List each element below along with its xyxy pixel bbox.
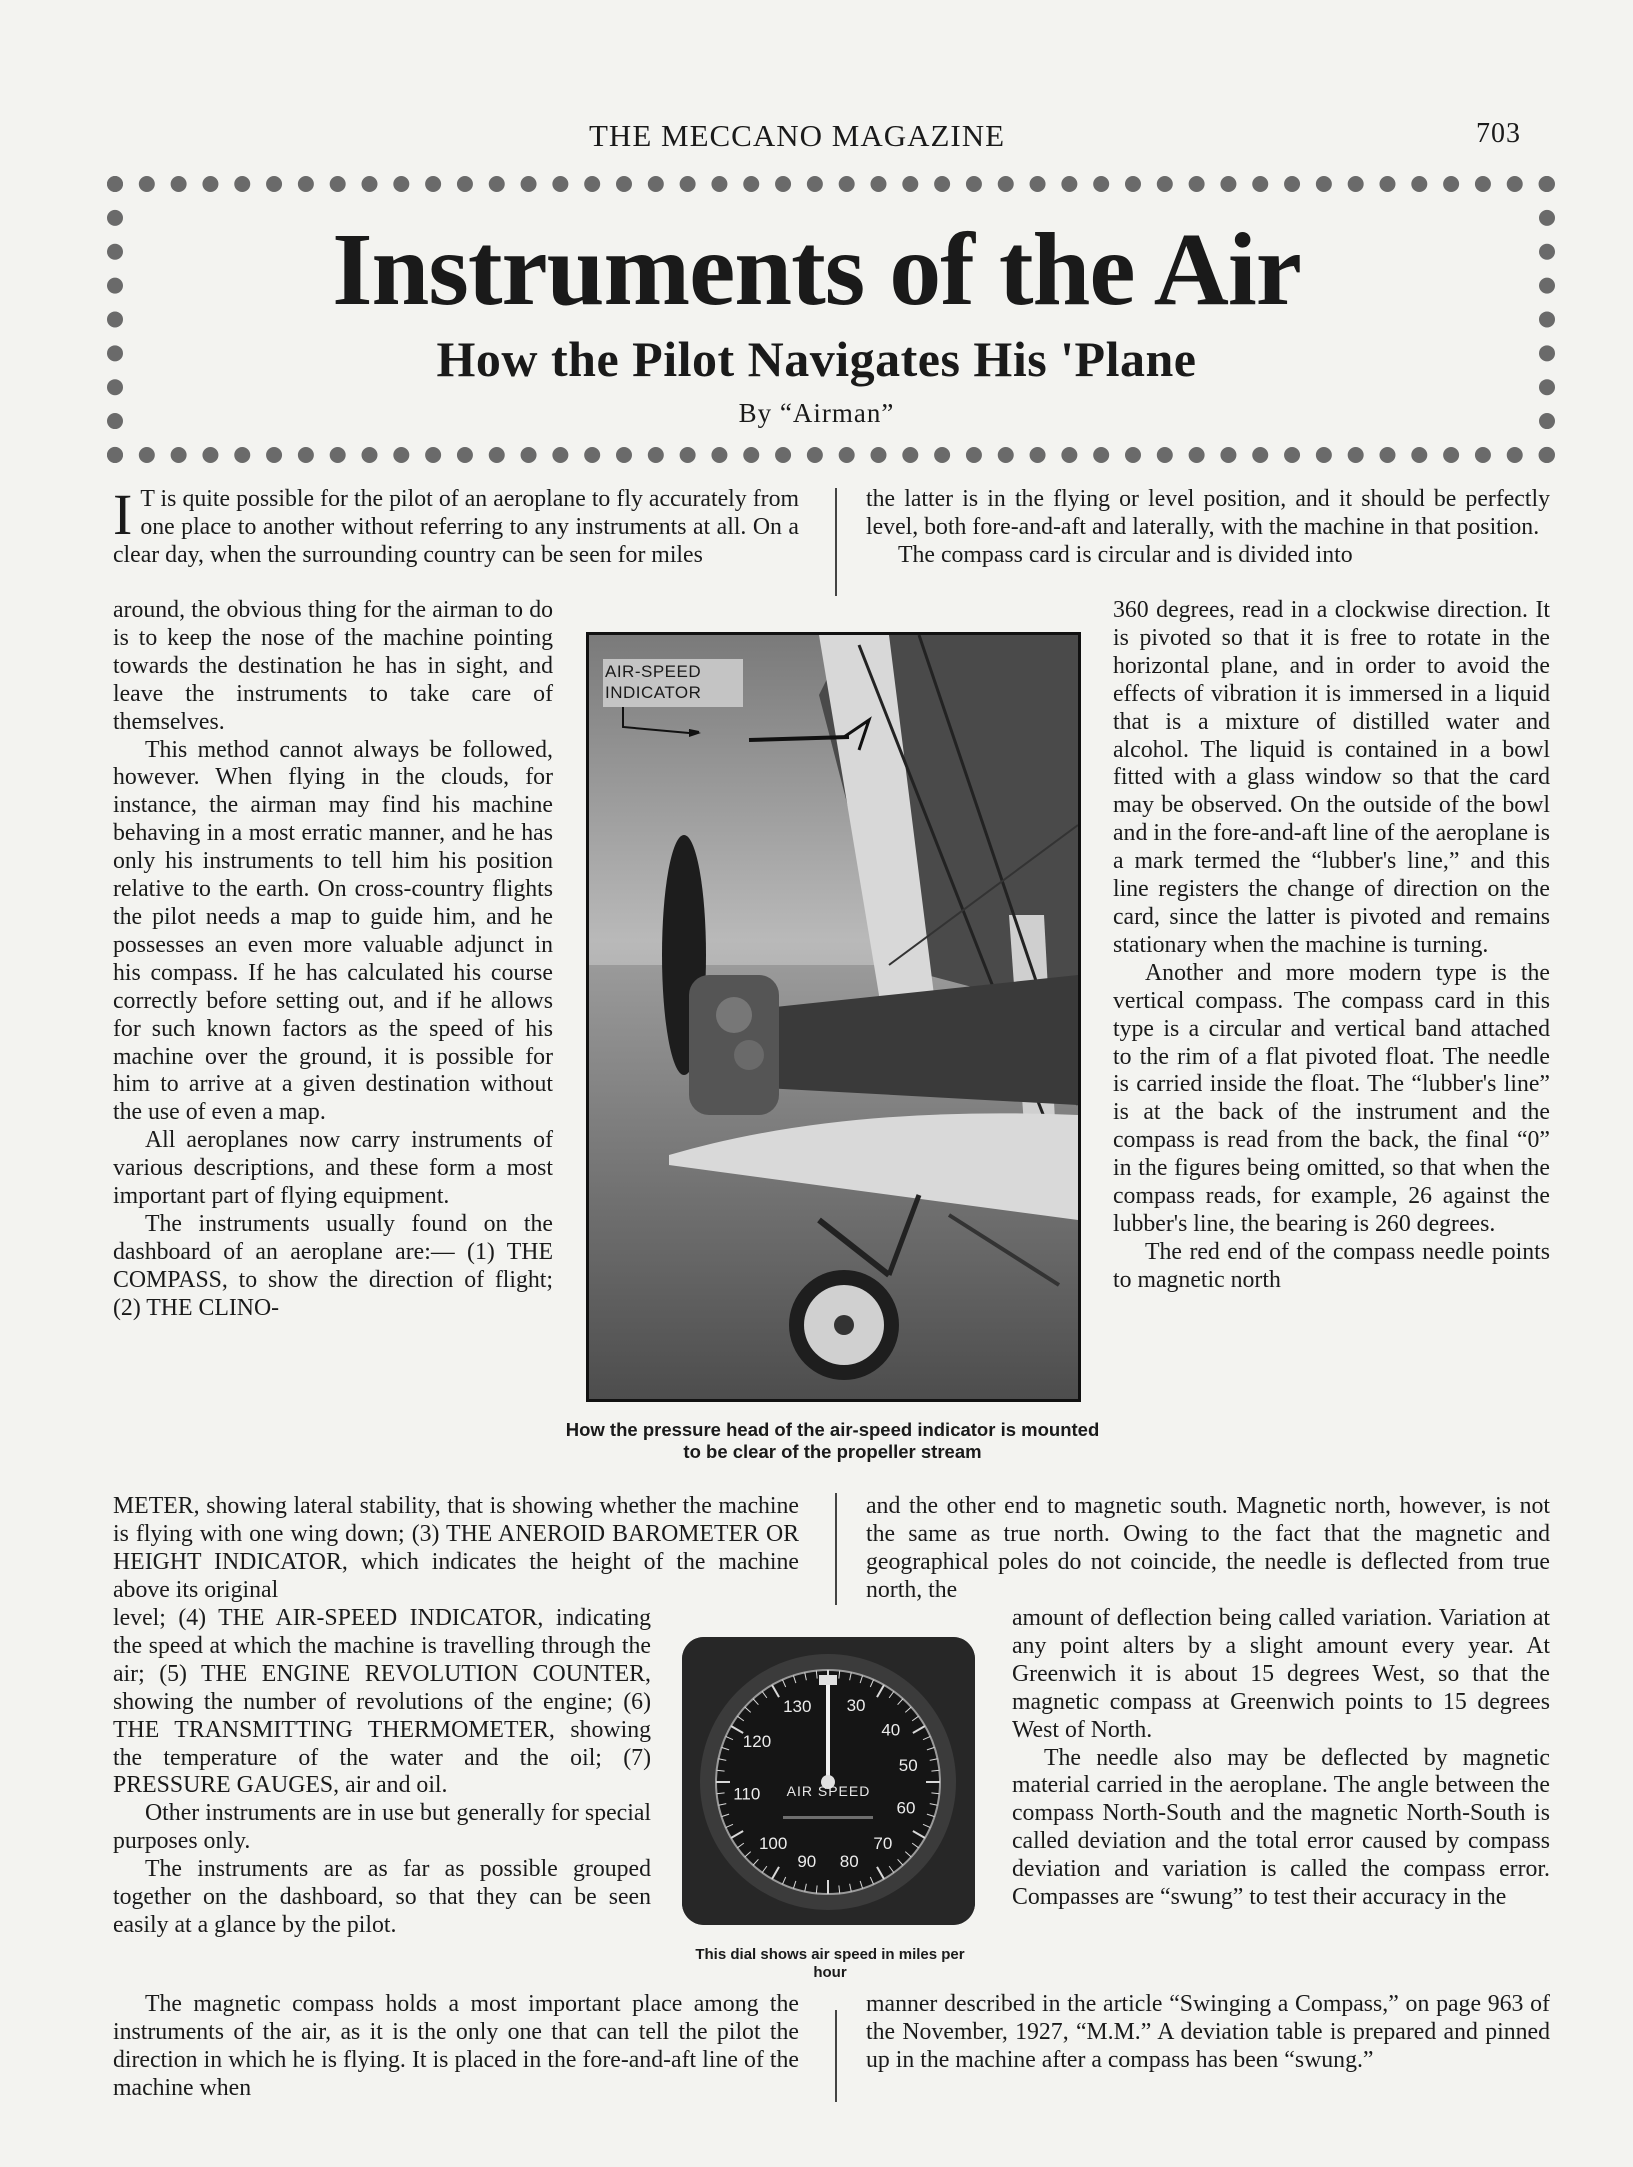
paragraph: manner described in the article “Swinging a Compass,” on page 963 of the November, 1927, “M.M.” A deviation table is prepared and pinned up in the machine after a compass has been “swung.” xyxy=(866,1991,1550,2073)
left-column-intro xyxy=(113,482,799,570)
paragraph: Other instruments are in use but generally for special purposes only. xyxy=(113,1800,651,1855)
paragraph: The red end of the compass needle points to magnetic north xyxy=(1113,1238,1550,1293)
right-column-beside-dial xyxy=(1012,1605,1550,1912)
paragraph: level; (4) THE AIR-SPEED INDICATOR, indicating the speed at which the machine is travelling through the air; (5) THE ENGINE REVOLUTION COUNTER, showing the number of revolutions of the engine; (6) THE TRANSMITTING THERMOMETER, showing the temperature of the water and the oil; (7) PRESSURE GAUGES, air and oil. xyxy=(113,1605,651,1799)
dial-number: 120 xyxy=(742,1732,772,1751)
dial-label: AIR SPEED xyxy=(786,1783,871,1799)
paragraph: The compass card is circular and is divided into xyxy=(898,541,1353,568)
column-rule-bottom xyxy=(835,2010,837,2102)
plane-photo-caption: How the pressure head of the air-speed indicator is mounted to be clear of the propeller stream xyxy=(565,1419,1100,1462)
article-byline: By “Airman” xyxy=(738,398,895,428)
dial-number: 80 xyxy=(839,1852,859,1872)
paragraph: This method cannot always be followed, however. When flying in the clouds, for instance, the airman may find his machine behaving in a most erratic manner, and he has only his instruments to tell him his position relative to the earth. On cross-country flights the pilot needs a map to guide him, and he possesses an even more valuable adjunct in his compass. If he has calculated his course correctly before setting out, and if he allows for such known factors as the speed of his machine over the ground, it is possible for him to arrive at a given destination without the use of even a map. xyxy=(113,736,553,1126)
paragraph: Another and more modern type is the vertical compass. The compass card in this type is a circular and vertical band attached to the rim of a flat pivoted float. The needle is carried inside the float. The “lubber's line” is at the back of the instrument and the compass is read from the back, the final “0” in the figures being omitted, so that when the compass reads, for example, 26 against the lubber's line, the bearing is 260 degrees. xyxy=(1113,959,1550,1237)
right-column-narrow xyxy=(1113,597,1550,1295)
paragraph: The magnetic compass holds a most important place among the instruments of the air, as it is the only one that can tell the pilot the direction in which he is flying. It is placed in the fore-and-aft line of the machine when xyxy=(113,1991,799,2101)
drop-cap: I xyxy=(113,482,133,547)
dial-number: 60 xyxy=(896,1798,916,1818)
dial-number: 100 xyxy=(758,1833,788,1853)
paragraph: around, the obvious thing for the airman to do is to keep the nose of the machine pointing towards the destination he has in sight, and leave the instruments to take care of themselves. xyxy=(113,597,553,735)
air-speed-indicator-label: AIR-SPEED INDICATOR xyxy=(605,662,702,702)
left-column-narrow xyxy=(113,597,553,1323)
paragraph: The instruments are as far as possible grouped together on the dashboard, so that they can be seen easily at a glance by the pilot. xyxy=(113,1856,651,1938)
dial-number: 130 xyxy=(783,1696,812,1716)
air-speed-dial-illustration xyxy=(682,1637,975,1925)
paragraph: the latter is in the flying or level position, and it should be perfectly level, both fore-and-aft and laterally, with the machine in that position. xyxy=(866,486,1550,540)
paragraph: 360 degrees, read in a clockwise direction. It is pivoted so that it is free to rotate in the horizontal plane, and in order to avoid the effects of vibration it is immersed in a liquid that is a mixture of distilled water and alcohol. The liquid is contained in a bowl fitted with a glass window so that the card may be observed. On the outside of the bowl and in the fore-and-aft line of the aeroplane is a mark termed the “lubber's line,” and this line registers the change of direction on the card, since the latter is pivoted and remains stationary when the machine is turning. xyxy=(1113,597,1550,958)
article-title: Instruments of the Air xyxy=(332,212,1301,327)
biplane-photo xyxy=(586,632,1081,1402)
air-speed-dial-photo xyxy=(682,1637,975,1925)
dial-number: 40 xyxy=(881,1720,901,1740)
paragraph: All aeroplanes now carry instruments of various descriptions, and these form a most important part of flying equipment. xyxy=(113,1127,553,1210)
dial-number: 110 xyxy=(733,1784,761,1804)
left-column-beside-dial xyxy=(113,1605,651,1940)
paragraph: amount of deflection being called variation. Variation at any point alters by a slight amount every year. At Greenwich it is about 15 degrees West, so that the magnetic compass at Greenwich points to 15 degrees West of North. xyxy=(1012,1605,1550,1743)
dial-number: 30 xyxy=(846,1695,866,1715)
left-column-wide xyxy=(113,1493,799,1605)
paragraph: and the other end to magnetic south. Magnetic north, however, is not the same as true north. Owing to the fact that the magnetic and geographical poles do not coincide, the needle is deflected from true north, the xyxy=(866,1493,1550,1603)
article-subtitle: How the Pilot Navigates His 'Plane xyxy=(436,331,1197,387)
dial-number: 70 xyxy=(873,1833,893,1853)
right-column-bottom xyxy=(866,1991,1550,2075)
paragraph: The instruments usually found on the dashboard of an aeroplane are:— (1) THE COMPASS, to show the direction of flight; (2) THE CLINO- xyxy=(113,1210,553,1321)
dial-caption: This dial shows air speed in miles per hour xyxy=(695,1946,965,1981)
biplane-illustration xyxy=(589,635,1078,1399)
left-column-bottom xyxy=(113,1991,799,2103)
magazine-name: THE MECCANO MAGAZINE xyxy=(589,118,1006,153)
paragraph: The needle also may be deflected by magnetic material carried in the aeroplane. The angle between the compass North-South and the magnetic North-South is called deviation and the total error caused by compass deviation and variation is called the compass error. Compasses are “swung” to test their accuracy in the xyxy=(1012,1744,1550,1911)
dial-number: 90 xyxy=(797,1852,817,1872)
paragraph: METER, showing lateral stability, that is showing whether the machine is flying with one wing down; (3) THE ANEROID BAROMETER OR HEIGHT INDICATOR, which indicates the height of the machine above its original xyxy=(113,1493,799,1603)
right-column-wide xyxy=(866,1493,1550,1605)
running-head xyxy=(0,118,1633,158)
right-column-top xyxy=(866,486,1550,570)
column-rule-top xyxy=(835,488,837,596)
dial-number: 50 xyxy=(898,1755,918,1775)
column-rule-middle xyxy=(835,1493,837,1605)
paragraph: T is quite possible for the pilot of an aeroplane to fly accurately from one place to another without referring to any instruments at all. On a clear day, when the surrounding country can be seen for miles xyxy=(113,486,799,568)
maker-plate xyxy=(783,1816,873,1819)
page-number: 703 xyxy=(1476,118,1521,149)
